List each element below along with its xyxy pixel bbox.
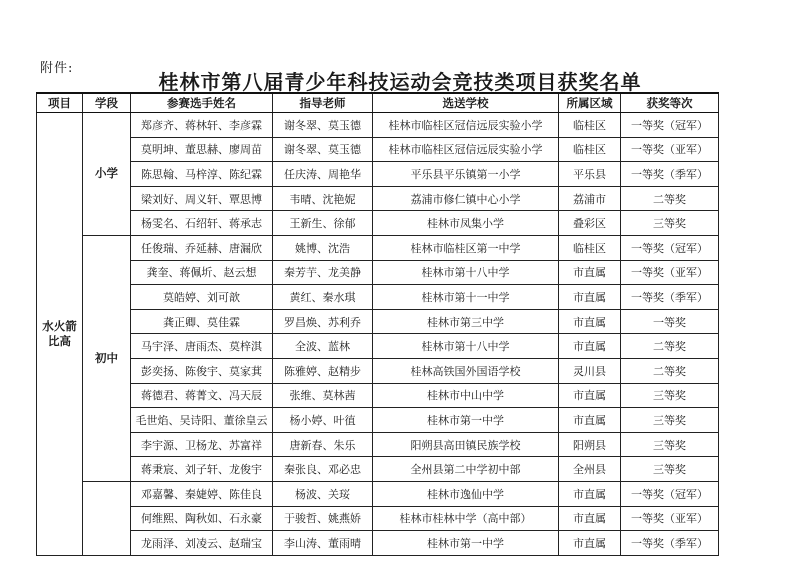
district-cell: 市直属 [559, 531, 621, 556]
district-cell: 灵川县 [559, 358, 621, 383]
players-cell: 莫明坤、董思赫、廖周苗 [131, 137, 273, 162]
school-cell: 桂林市第十一中学 [373, 285, 559, 310]
teacher-cell: 罗昌焕、苏利乔 [273, 309, 373, 334]
school-cell: 桂林市第十八中学 [373, 334, 559, 359]
award-cell: 一等奖（亚军） [621, 260, 719, 285]
table-header-row [37, 93, 719, 113]
award-cell: 一等奖（亚军） [621, 506, 719, 531]
district-cell: 荔浦市 [559, 186, 621, 211]
teacher-cell: 秦张良、邓必忠 [273, 457, 373, 482]
attachment-label: 附件: [40, 61, 74, 76]
award-cell: 一等奖（冠军） [621, 113, 719, 138]
level-cell: 初中 [83, 235, 131, 481]
table-row [37, 162, 719, 187]
district-cell: 市直属 [559, 285, 621, 310]
award-cell: 三等奖 [621, 457, 719, 482]
table-row [37, 260, 719, 285]
award-cell: 一等奖（季军） [621, 162, 719, 187]
award-cell: 三等奖 [621, 211, 719, 236]
district-cell: 市直属 [559, 506, 621, 531]
header-award: 获奖等次 [621, 93, 719, 113]
school-cell: 桂林市第一中学 [373, 531, 559, 556]
award-cell: 一等奖（亚军） [621, 137, 719, 162]
document-title: 桂林市第八届青少年科技运动会竞技类项目获奖名单 [158, 70, 642, 94]
players-cell: 彭奕扬、陈俊宇、莫家萁 [131, 358, 273, 383]
award-cell: 三等奖 [621, 383, 719, 408]
table-row [37, 113, 719, 138]
teacher-cell: 黄红、秦水琪 [273, 285, 373, 310]
table-row [37, 137, 719, 162]
level-cell: 小学 [83, 113, 131, 236]
school-cell: 桂林市凤集小学 [373, 211, 559, 236]
award-cell: 一等奖（冠军） [621, 235, 719, 260]
teacher-cell: 全波、蓝林 [273, 334, 373, 359]
award-cell: 二等奖 [621, 334, 719, 359]
school-cell: 桂林市逸仙中学 [373, 481, 559, 506]
players-cell: 龚正卿、莫佳霖 [131, 309, 273, 334]
district-cell: 市直属 [559, 383, 621, 408]
players-cell: 蒋德君、蒋菁文、冯天辰 [131, 383, 273, 408]
project-cell: 水火箭比高 [37, 113, 83, 556]
players-cell: 龚奎、蒋佩圻、赵云想 [131, 260, 273, 285]
school-cell: 荔浦市修仁镇中心小学 [373, 186, 559, 211]
awards-table [36, 92, 719, 556]
school-cell: 桂林市临桂区冠信远辰实验小学 [373, 113, 559, 138]
players-cell: 龙雨泽、刘凌云、赵瑞宝 [131, 531, 273, 556]
school-cell: 阳朔县高田镇民族学校 [373, 432, 559, 457]
table-body [37, 113, 719, 556]
teacher-cell: 姚博、沈浩 [273, 235, 373, 260]
table-row [37, 481, 719, 506]
header-players: 参赛选手姓名 [131, 93, 273, 113]
table-row [37, 358, 719, 383]
table-row [37, 531, 719, 556]
district-cell: 平乐县 [559, 162, 621, 187]
teacher-cell: 陈雅婷、赵精步 [273, 358, 373, 383]
district-cell: 全州县 [559, 457, 621, 482]
players-cell: 马宇泽、唐雨杰、莫梓淇 [131, 334, 273, 359]
teacher-cell: 任庆涛、周艳华 [273, 162, 373, 187]
award-cell: 二等奖 [621, 186, 719, 211]
players-cell: 李宇源、卫杨龙、苏富祥 [131, 432, 273, 457]
teacher-cell: 于骏哲、姚燕娇 [273, 506, 373, 531]
table-row [37, 506, 719, 531]
district-cell: 市直属 [559, 260, 621, 285]
table-row [37, 309, 719, 334]
district-cell: 临桂区 [559, 113, 621, 138]
players-cell: 何维熙、陶秋如、石永豪 [131, 506, 273, 531]
header-district: 所属区域 [559, 93, 621, 113]
school-cell: 桂林市桂林中学（高中部） [373, 506, 559, 531]
district-cell: 市直属 [559, 408, 621, 433]
table-row [37, 457, 719, 482]
school-cell: 桂林市第三中学 [373, 309, 559, 334]
district-cell: 市直属 [559, 481, 621, 506]
school-cell: 平乐县平乐镇第一小学 [373, 162, 559, 187]
teacher-cell: 杨小婷、叶徝 [273, 408, 373, 433]
district-cell: 市直属 [559, 334, 621, 359]
school-cell: 桂林市第一中学 [373, 408, 559, 433]
table-row [37, 432, 719, 457]
teacher-cell: 王新生、徐郁 [273, 211, 373, 236]
school-cell: 桂林高铁国外国语学校 [373, 358, 559, 383]
district-cell: 市直属 [559, 309, 621, 334]
players-cell: 蒋秉宸、刘子轩、龙俊宇 [131, 457, 273, 482]
table-row [37, 383, 719, 408]
table-row [37, 211, 719, 236]
teacher-cell: 谢冬翠、莫玉德 [273, 113, 373, 138]
district-cell: 临桂区 [559, 137, 621, 162]
header-school: 选送学校 [373, 93, 559, 113]
award-cell: 二等奖 [621, 358, 719, 383]
teacher-cell: 秦芳芋、龙美静 [273, 260, 373, 285]
district-cell: 临桂区 [559, 235, 621, 260]
players-cell: 郑彦齐、蒋林轩、李彦霖 [131, 113, 273, 138]
table-row [37, 285, 719, 310]
players-cell: 毛世焰、吴诗阳、董徐皇云 [131, 408, 273, 433]
header-teacher: 指导老师 [273, 93, 373, 113]
school-cell: 桂林市临桂区冠信远辰实验小学 [373, 137, 559, 162]
players-cell: 梁刘好、周义轩、覃思博 [131, 186, 273, 211]
table-row [37, 186, 719, 211]
district-cell: 叠彩区 [559, 211, 621, 236]
school-cell: 全州县第二中学初中部 [373, 457, 559, 482]
players-cell: 杨雯名、石绍轩、蒋承志 [131, 211, 273, 236]
award-cell: 三等奖 [621, 432, 719, 457]
table-row [37, 408, 719, 433]
teacher-cell: 李山涛、董雨晴 [273, 531, 373, 556]
teacher-cell: 张维、莫林茜 [273, 383, 373, 408]
level-cell [83, 481, 131, 555]
teacher-cell: 谢冬翠、莫玉德 [273, 137, 373, 162]
teacher-cell: 唐新春、朱乐 [273, 432, 373, 457]
school-cell: 桂林市中山中学 [373, 383, 559, 408]
header-item: 项目 [37, 93, 83, 113]
teacher-cell: 杨波、关珱 [273, 481, 373, 506]
school-cell: 桂林市临桂区第一中学 [373, 235, 559, 260]
table-row [37, 235, 719, 260]
header-level: 学段 [83, 93, 131, 113]
school-cell: 桂林市第十八中学 [373, 260, 559, 285]
players-cell: 邓嘉馨、秦婕婷、陈佳良 [131, 481, 273, 506]
award-cell: 一等奖（季军） [621, 285, 719, 310]
award-cell: 一等奖 [621, 309, 719, 334]
players-cell: 陈思翰、马梓淳、陈纪霖 [131, 162, 273, 187]
district-cell: 阳朔县 [559, 432, 621, 457]
table-row [37, 334, 719, 359]
award-cell: 一等奖（季军） [621, 531, 719, 556]
award-cell: 三等奖 [621, 408, 719, 433]
players-cell: 莫皓婷、刘可歆 [131, 285, 273, 310]
award-cell: 一等奖（冠军） [621, 481, 719, 506]
teacher-cell: 韦晴、沈艳妮 [273, 186, 373, 211]
players-cell: 任俊瑞、乔延赫、唐漏欣 [131, 235, 273, 260]
